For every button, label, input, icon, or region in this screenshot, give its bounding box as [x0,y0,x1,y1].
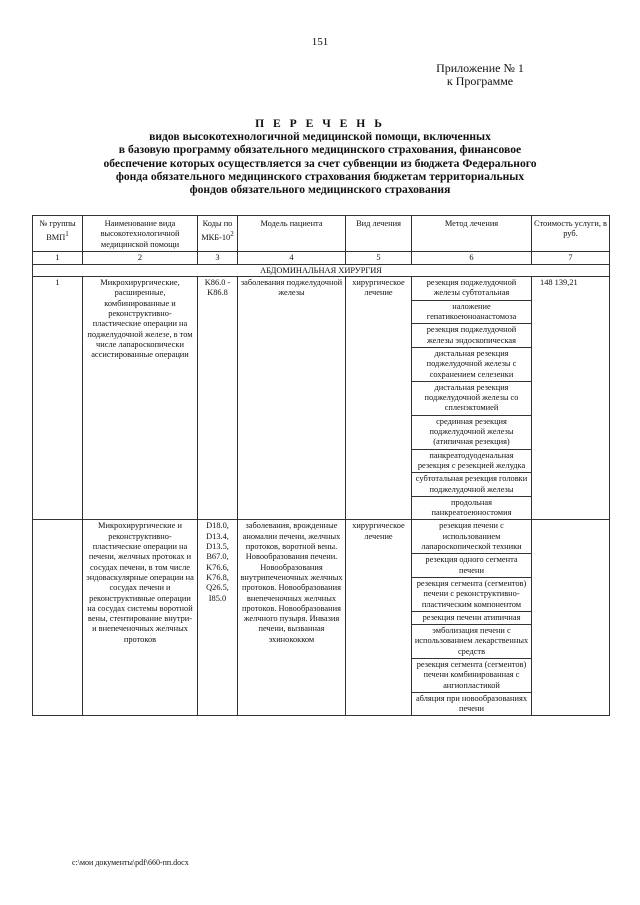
header-group: № группы ВМП$^1$ [33,216,83,252]
column-number: 1 [33,251,83,264]
header-codes: Коды по МКБ-$10^2$ [198,216,238,252]
service-cost [532,520,610,716]
table-row [33,520,610,716]
section-row [33,265,610,277]
treatment-type: хирургическое лечение [346,520,412,716]
document-title [40,117,600,196]
service-cost: 148 139,21 [532,277,610,520]
title-line: фондов обязательного медицинского страхования [189,183,451,197]
treatment-methods [412,277,532,520]
method-item: субтотальная резекция головки поджелудочной железы [412,473,531,497]
column-number: 4 [238,251,346,264]
method-item: наложение гепатикоеюноанастомоза [412,301,531,325]
file-path-footer: c:\мои документы\pdf\660-пп.docx [72,858,189,867]
method-item: резекция поджелудочной железы эндоскопическая [412,324,531,348]
column-number: 3 [198,251,238,264]
appendix-note [400,62,560,88]
column-number: 6 [412,251,532,264]
icd-codes: D18.0, D13.4, D13.5, B67.0, K76.6, K76.8, Q26.5, I85.0 [198,520,238,716]
method-item: панкреатодуоденальная резекция с резекцией желудка [412,450,531,474]
page-number: 151 [311,36,329,48]
group-number: 1 [33,277,83,520]
method-item: абляция при новообразованиях печени [415,693,528,714]
header-treatment: Вид лечения [346,216,412,252]
header-name: Наименование вида высокотехнологичной медицинской помощи [83,216,198,252]
method-item: резекция сегмента (сегментов) печени комбинированная с ангиопластикой [412,659,531,693]
icd-codes: K86.0 - K86.8 [198,277,238,520]
method-item: резекция одного сегмента печени [412,554,531,578]
header-cost: Стоимость услуги, в руб. [532,216,610,252]
method-item: резекция поджелудочной железы субтотальная [412,277,531,301]
treatment-type: хирургическое лечение [346,277,412,520]
patient-model: заболевания поджелудочной железы [238,277,346,520]
section-title: АБДОМИНАЛЬНАЯ ХИРУРГИЯ [33,265,610,277]
patient-model: заболевания, врожденные аномалии печени, желчных протоков, воротной вены. Новообразования печени. Новообразования внутрипеченочных желчных протоков. Новообразования внепеченочных желчных протоков. Новообразования желчного пузыря. Инвазия печени, вызванная эхинококком [238,520,346,716]
method-item: резекция сегмента (сегментов) печени с реконструктивно-пластическим компонентом [412,578,531,612]
method-item: дистальная резекция поджелудочной железы с сохранением селезенки [412,348,531,382]
method-item: резекция печени атипичная [412,612,531,625]
column-number-row [33,251,610,264]
title-line: видов высокотехнологичной медицинской помощи, включенных [149,130,491,144]
method-item: продольная панкреатоеюностомия [431,497,512,518]
title-line: фонда обязательного медицинского страхования бюджетам территориальных [115,169,525,183]
appendix-line-1: Приложение № 1 [436,61,524,75]
title-line: обеспечение которых осуществляется за счет субвенции из бюджета Федерального [103,156,537,170]
vmp-name: Микрохирургические и реконструктивно-пластические операции на печени, желчных протоках и сосудах печени, в том числе эндоваскулярные операции на сосудах печени и реконструктивные операции на сосудах системы воротной вены, стентирование внутри- и внепеченочных желчных протоков [83,520,198,716]
treatment-methods [412,520,532,716]
method-item: дистальная резекция поджелудочной железы со спленэктомией [412,382,531,416]
table-row [33,277,610,520]
vmp-table [32,215,610,716]
vmp-name: Микрохирургические, расширенные, комбинированные и реконструктивно-пластические операции на поджелудочной железе, в том числе лапароскопически ассистированные операции [83,277,198,520]
method-item: срединная резекция поджелудочной железы (атипичная резекция) [412,416,531,450]
column-number: 5 [346,251,412,264]
column-number: 7 [532,251,610,264]
method-item: эмболизация печени с использованием лекарственных средств [412,625,531,659]
header-model: Модель пациента [238,216,346,252]
table-header-row [33,216,610,252]
header-method: Метод лечения [412,216,532,252]
column-number: 2 [83,251,198,264]
title-heading: П Е Р Е Ч Е Н Ь [255,117,385,130]
method-item: резекция печени с использованием лапароскопической техники [412,520,531,554]
group-number [33,520,83,716]
appendix-line-2: к Программе [446,74,514,88]
title-line: в базовую программу обязательного медицинского страхования, финансовое [118,143,522,157]
